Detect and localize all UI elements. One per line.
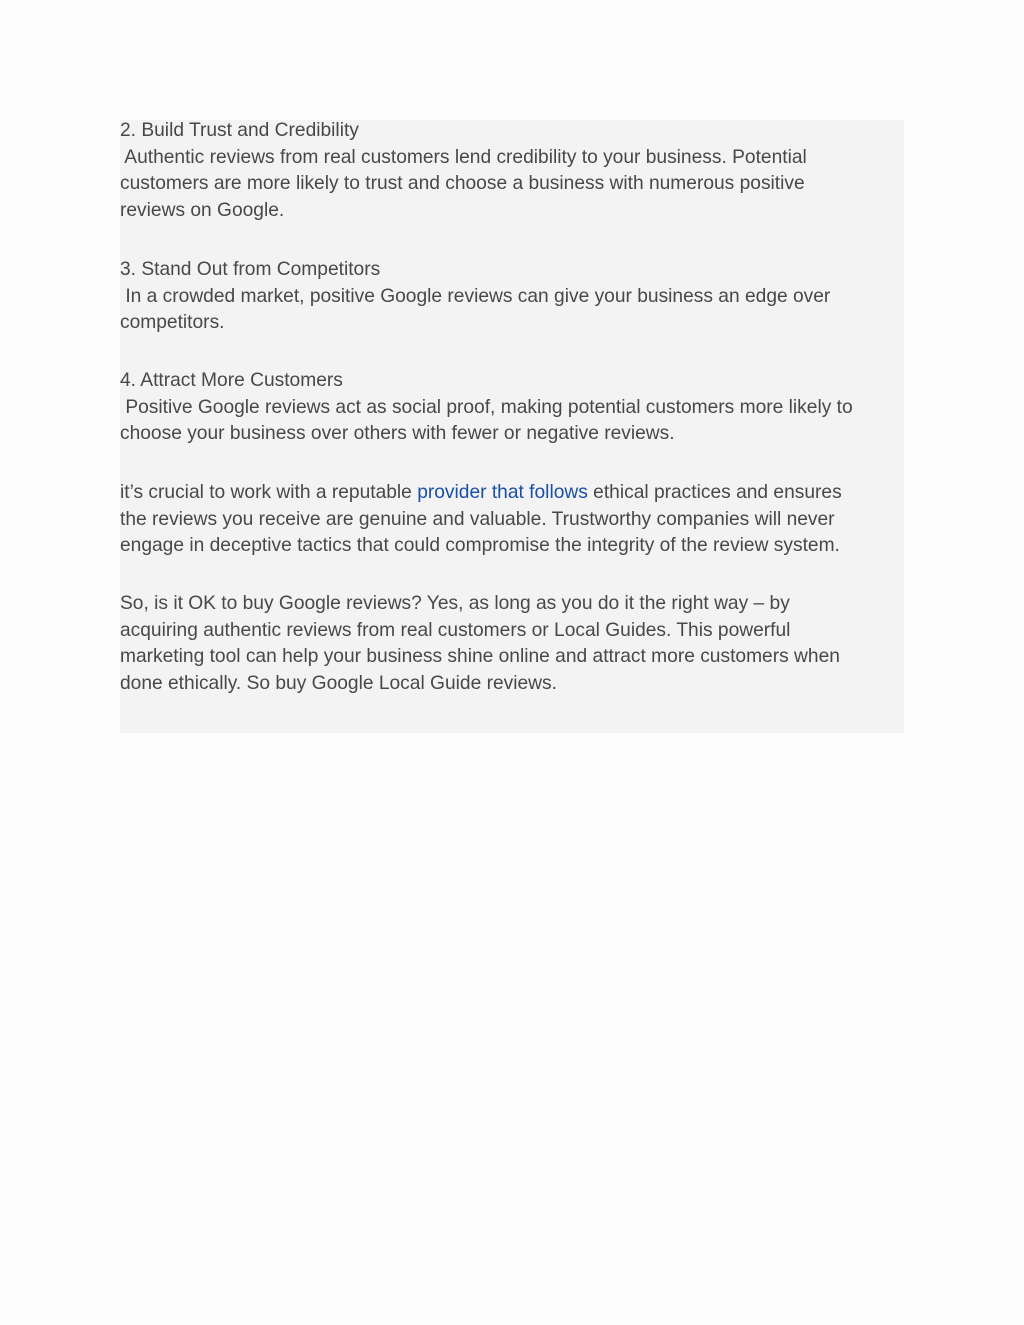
- section-heading: 2. Build Trust and Credibility: [120, 120, 359, 141]
- section-heading: 4. Attract More Customers: [120, 370, 343, 391]
- section-body-line: choose your business over others with fewer or negative reviews.: [120, 423, 675, 444]
- section-body-line: competitors.: [120, 312, 225, 333]
- provider-body-line: the reviews you receive are genuine and valuable. Trustworthy companies will never: [120, 508, 835, 530]
- section-build-trust: [120, 118, 904, 224]
- provider-paragraph: [120, 480, 904, 560]
- section-body-line: customers are more likely to trust and choose a business with numerous positive: [120, 173, 805, 194]
- provider-body-line: engage in deceptive tactics that could compromise the integrity of the review system.: [120, 535, 840, 556]
- content-box: [120, 120, 904, 733]
- section-body-line: reviews on Google.: [120, 199, 285, 221]
- conclusion-body-line: marketing tool can help your business shine online and attract more customers when: [120, 646, 840, 667]
- provider-text-before-link: it’s crucial to work with a reputable: [120, 482, 418, 503]
- conclusion-body-line: done ethically. So buy Google Local Guide reviews.: [120, 672, 557, 694]
- conclusion-paragraph: [120, 591, 904, 697]
- conclusion-body-line: So, is it OK to buy Google reviews? Yes, as long as you do it the right way – by: [120, 593, 790, 614]
- provider-text-after-link: ethical practices and ensures: [587, 482, 842, 503]
- section-heading: 3. Stand Out from Competitors: [120, 259, 381, 280]
- section-body-line: Authentic reviews from real customers lend credibility to your business. Potential: [120, 146, 807, 168]
- section-body-line: Positive Google reviews act as social proof, making potential customers more likely to: [120, 396, 853, 418]
- section-stand-out: [120, 257, 904, 337]
- section-attract-customers: [120, 368, 904, 448]
- section-body-line: In a crowded market, positive Google reviews can give your business an edge over: [120, 285, 831, 307]
- provider-first-line: [120, 480, 904, 507]
- provider-link[interactable]: provider that follows: [417, 482, 588, 503]
- conclusion-body-line: acquiring authentic reviews from real customers or Local Guides. This powerful: [120, 619, 791, 641]
